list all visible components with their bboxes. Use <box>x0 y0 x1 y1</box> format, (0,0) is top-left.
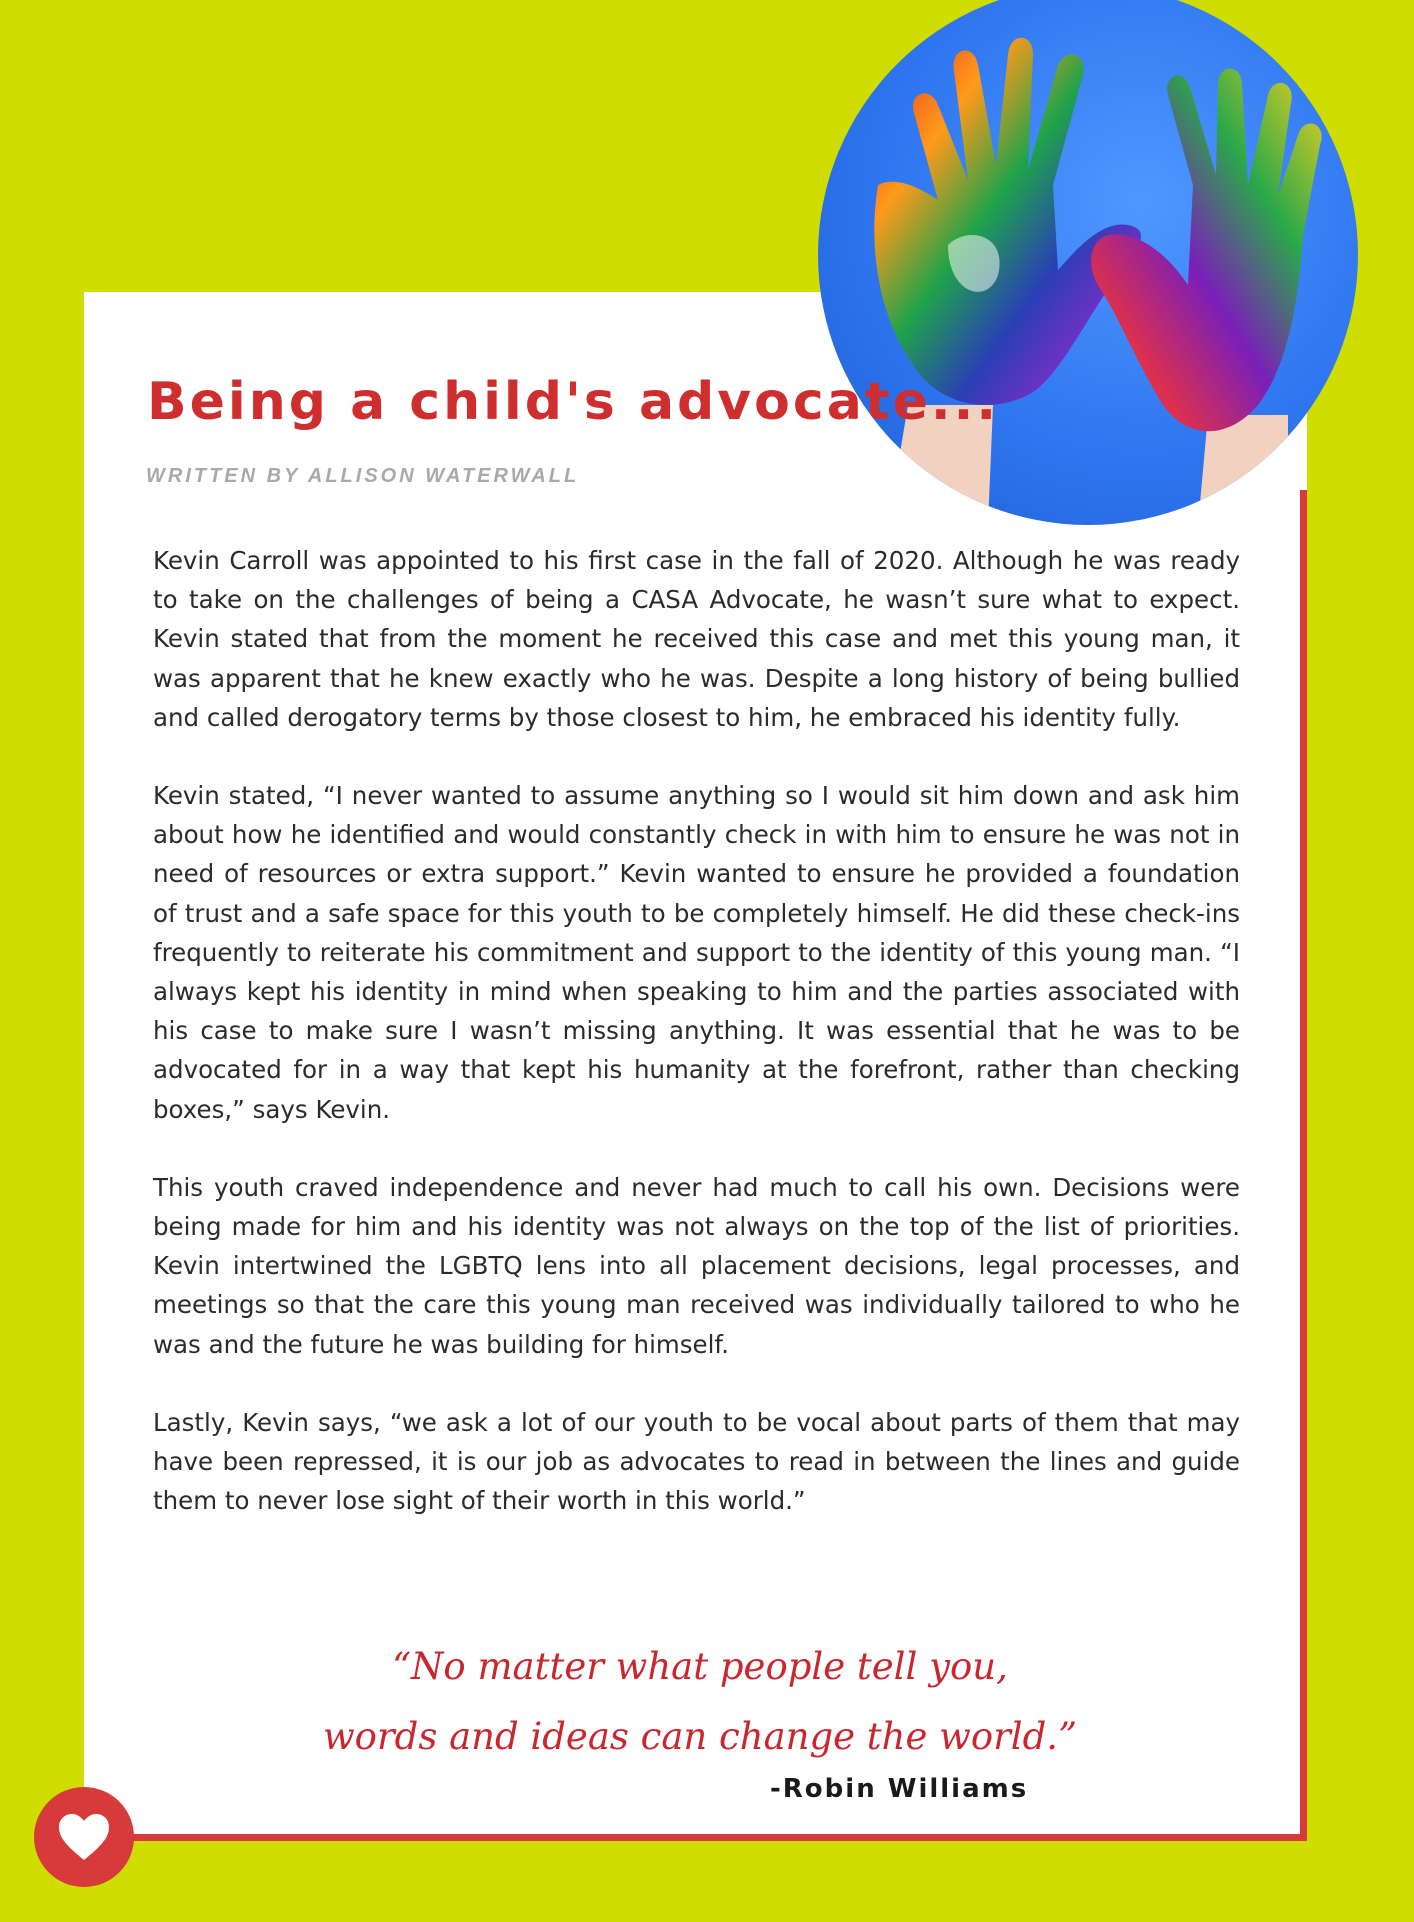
painted-hands-image <box>818 0 1358 525</box>
heart-icon <box>57 1812 111 1862</box>
article-body <box>153 541 1240 1559</box>
article-paragraph: Lastly, Kevin says, “we ask a lot of our youth to be vocal about parts of them that may have been repressed, it is our job as advocates to read in between the lines and guide them to never lose sight of their worth in this world.” <box>153 1407 1240 1516</box>
article-title: Being a child's advocate... <box>147 372 1000 432</box>
article-byline: WRITTEN BY ALLISON WATERWALL <box>146 465 580 487</box>
accent-border-bottom <box>132 1834 1307 1841</box>
article-paragraph: Kevin Carroll was appointed to his first case in the fall of 2020. Although he was ready to take on the challenges of being a CASA Advocate, he wasn’t sure what to expect. Kevin stated that from the moment he received this case and met this young man, it was apparent that he knew exactly who he was. Despite a long history of being bullied and called derogatory terms by those closest to him, he embraced his identity fully. <box>153 546 1240 732</box>
pull-quote-line-1: “No matter what people tell you, <box>392 1645 1008 1688</box>
heart-badge <box>34 1787 134 1887</box>
quote-attribution: -Robin Williams <box>770 1774 1029 1804</box>
pull-quote-line-2: words and ideas can change the world.” <box>323 1715 1077 1758</box>
article-paragraph: Kevin stated, “I never wanted to assume anything so I would sit him down and ask him about how he identified and would constantly check in with him to ensure he was not in need of resources or extra support.” Kevin wanted to ensure he provided a foundation of trust and a safe space for this youth to be completely himself. He did these check-ins frequently to reiterate his commitment and support to the identity of this young man. “I always kept his identity in mind when speaking to him and the parties associated with his case to make sure I wasn’t missing anything. It was essential that he was to be advocated for in a way that kept his humanity at the forefront, rather than checking boxes,” says Kevin. <box>153 781 1240 1124</box>
pull-quote <box>300 1632 1100 1772</box>
accent-border-right <box>1300 490 1307 1841</box>
article-paragraph: This youth craved independence and never had much to call his own. Decisions were being made for him and his identity was not always on the top of the list of priorities. Kevin intertwined the LGBTQ lens into all placement decisions, legal processes, and meetings so that the care this young man received was individually tailored to who he was and the future he was building for himself. <box>153 1172 1240 1359</box>
